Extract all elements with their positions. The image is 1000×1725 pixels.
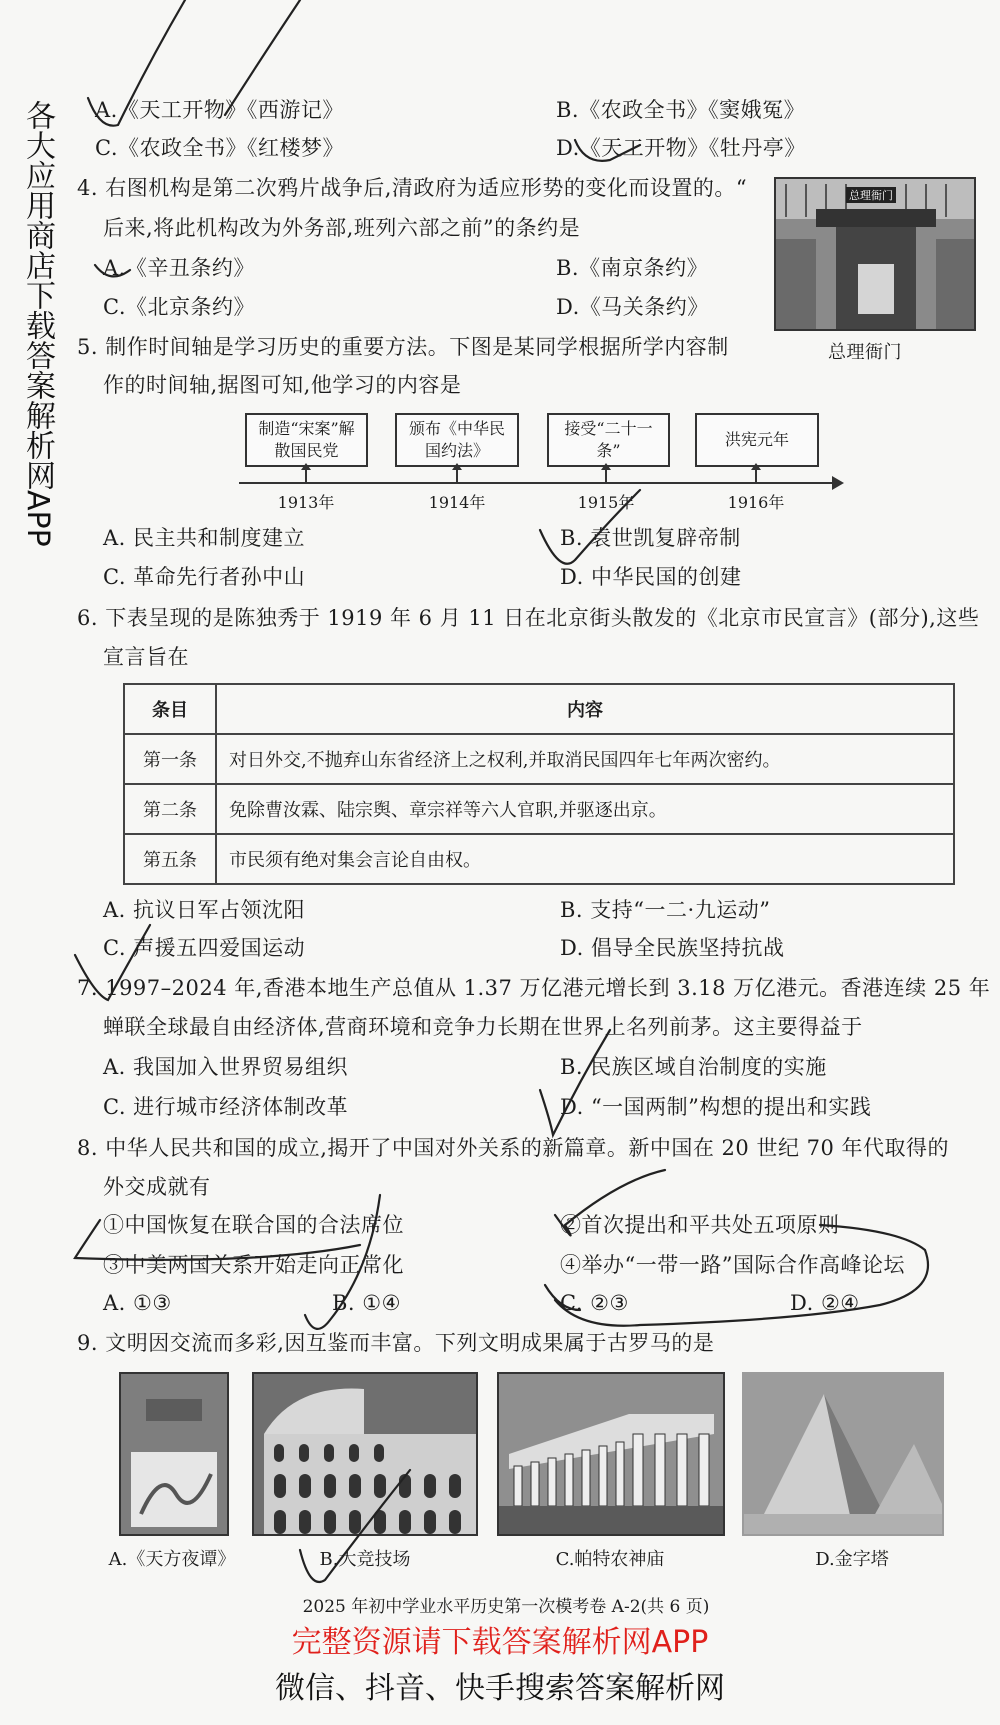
watermark-bottom-right: 微信、抖音、快手搜索答案解析网 xyxy=(275,1671,725,1706)
q8-item-2: ②首次提出和平共处五项原则 xyxy=(560,1213,840,1237)
zongli-yamen-photo xyxy=(774,177,976,331)
q3-option-a: A.《天工开物》《西游记》 xyxy=(95,98,344,122)
q6-option-a: A. 抗议日军占领沈阳 xyxy=(103,898,306,922)
q4-stem-line2: 后来,将此机构改为外务部,班列六部之前”的条约是 xyxy=(103,216,581,240)
table-cell: 对日外交,不抛弃山东省经济上之权利,并取消民国四年七年两次密约。 xyxy=(216,734,954,784)
declaration-table xyxy=(123,683,955,885)
q5-stem-line2: 作的时间轴,据图可知,他学习的内容是 xyxy=(103,373,462,397)
q7-stem-line1: 7. 1997–2024 年,香港本地生产总值从 1.37 万亿港元增长到 3.18 万亿港元。香港连续 25 年 xyxy=(77,976,991,1000)
q7-stem-line2: 蝉联全球最自由经济体,营商环境和竞争力长期在世界上名列前茅。这主要得益于 xyxy=(103,1015,863,1039)
table-cell: 免除曹汝霖、陆宗舆、章宗祥等六人官职,并驱逐出京。 xyxy=(216,784,954,834)
q7-option-c: C. 进行城市经济体制改革 xyxy=(103,1095,349,1119)
timeline-event-1913: 制造“宋案”解散国民党 xyxy=(245,413,368,467)
table-row xyxy=(124,834,954,884)
table-header: 条目 xyxy=(124,684,216,734)
q8-option-d: D. ②④ xyxy=(790,1291,860,1315)
table-cell: 第一条 xyxy=(124,734,216,784)
timeline-year: 1913年 xyxy=(277,493,335,512)
gate-sign: 总理衙门 xyxy=(846,187,896,203)
axis-arrow-icon xyxy=(832,476,844,490)
q8-stem-line1: 8. 中华人民共和国的成立,揭开了中国对外关系的新篇章。新中国在 20 世纪 70 年代取得的 xyxy=(77,1136,950,1160)
timeline-event-1916: 洪宪元年 xyxy=(695,413,819,467)
table-cell: 第五条 xyxy=(124,834,216,884)
q5-option-c: C. 革命先行者孙中山 xyxy=(103,565,306,589)
timeline-event-1915: 接受“二十一条” xyxy=(547,413,670,467)
table-row xyxy=(124,784,954,834)
q4-option-b: B.《南京条约》 xyxy=(556,256,709,280)
q3-option-c: C.《农政全书》《红楼梦》 xyxy=(95,136,344,160)
q5-stem-line1: 5. 制作时间轴是学习历史的重要方法。下图是某同学根据所学内容制 xyxy=(77,335,729,359)
q8-item-1: ①中国恢复在联合国的合法席位 xyxy=(103,1213,404,1237)
timeline-event-1914: 颁布《中华民国约法》 xyxy=(395,413,519,467)
q9-option-b: B.大竞技场 xyxy=(319,1549,411,1570)
q9-option-d: D.金字塔 xyxy=(815,1549,889,1570)
timeline-year: 1914年 xyxy=(428,493,486,512)
q9-option-c: C.帕特农神庙 xyxy=(555,1549,665,1570)
q5-option-b: B. 袁世凯复辟帝制 xyxy=(560,526,741,550)
timeline-year: 1915年 xyxy=(577,493,635,512)
timeline-tick xyxy=(456,467,458,482)
arabian-nights-cover-image xyxy=(119,1372,229,1536)
q3-option-b: B.《农政全书》《窦娥冤》 xyxy=(556,98,806,122)
table-header-row xyxy=(124,684,954,734)
q5-option-a: A. 民主共和制度建立 xyxy=(103,526,306,550)
q4-option-a: A.《辛丑条约》 xyxy=(103,256,255,280)
pyramids-image xyxy=(742,1372,944,1536)
q6-option-d: D. 倡导全民族坚持抗战 xyxy=(560,936,785,960)
q8-option-b: B. ①④ xyxy=(332,1291,401,1315)
q6-stem-line1: 6. 下表呈现的是陈独秀于 1919 年 6 月 11 日在北京街头散发的《北京市民宣言》(部分),这些 xyxy=(77,606,980,630)
parthenon-image xyxy=(497,1372,725,1536)
q8-option-c: C. ②③ xyxy=(560,1291,629,1315)
page-footer: 2025 年初中学业水平历史第一次模考卷 A-2(共 6 页) xyxy=(302,1597,710,1617)
q5-option-d: D. 中华民国的创建 xyxy=(560,565,742,589)
q3-option-d: D.《天工开物》《牡丹亭》 xyxy=(556,136,806,160)
q8-item-3: ③中美两国关系开始走向正常化 xyxy=(103,1253,404,1277)
timeline-tick xyxy=(305,467,307,482)
q9-stem: 9. 文明因交流而多彩,因互鉴而丰富。下列文明成果属于古罗马的是 xyxy=(77,1331,715,1355)
watermark-center-red: 完整资源请下载答案解析网APP xyxy=(291,1625,709,1660)
q7-option-b: B. 民族区域自治制度的实施 xyxy=(560,1055,827,1079)
colosseum-image xyxy=(252,1372,478,1536)
q7-option-d: D. “一国两制”构想的提出和实践 xyxy=(560,1095,872,1119)
q6-stem-line2: 宣言旨在 xyxy=(103,645,189,669)
timeline-axis xyxy=(239,482,834,484)
q4-stem-line1: 4. 右图机构是第二次鸦片战争后,清政府为适应形势的变化而设置的。“ xyxy=(77,176,748,200)
q7-option-a: A. 我国加入世界贸易组织 xyxy=(103,1055,349,1079)
q8-item-4: ④举办“一带一路”国际合作高峰论坛 xyxy=(560,1253,905,1277)
table-cell: 市民须有绝对集会言论自由权。 xyxy=(216,834,954,884)
watermark-top-left: 各大应用商店下载答案解析网APP xyxy=(20,100,55,547)
q8-option-a: A. ①③ xyxy=(103,1291,172,1315)
q4-option-c: C.《北京条约》 xyxy=(103,295,255,319)
table-row xyxy=(124,734,954,784)
zongli-yamen-caption: 总理衙门 xyxy=(828,342,902,363)
table-header: 内容 xyxy=(216,684,954,734)
q4-option-d: D.《马关条约》 xyxy=(556,295,709,319)
q6-option-c: C. 声援五四爱国运动 xyxy=(103,936,306,960)
q8-stem-line2: 外交成就有 xyxy=(103,1175,211,1199)
table-cell: 第二条 xyxy=(124,784,216,834)
timeline-tick xyxy=(755,467,757,482)
timeline-year: 1916年 xyxy=(727,493,785,512)
q6-option-b: B. 支持“一二·九运动” xyxy=(560,898,771,922)
timeline-tick xyxy=(605,467,607,482)
q9-option-a: A.《天方夜谭》 xyxy=(108,1549,236,1570)
